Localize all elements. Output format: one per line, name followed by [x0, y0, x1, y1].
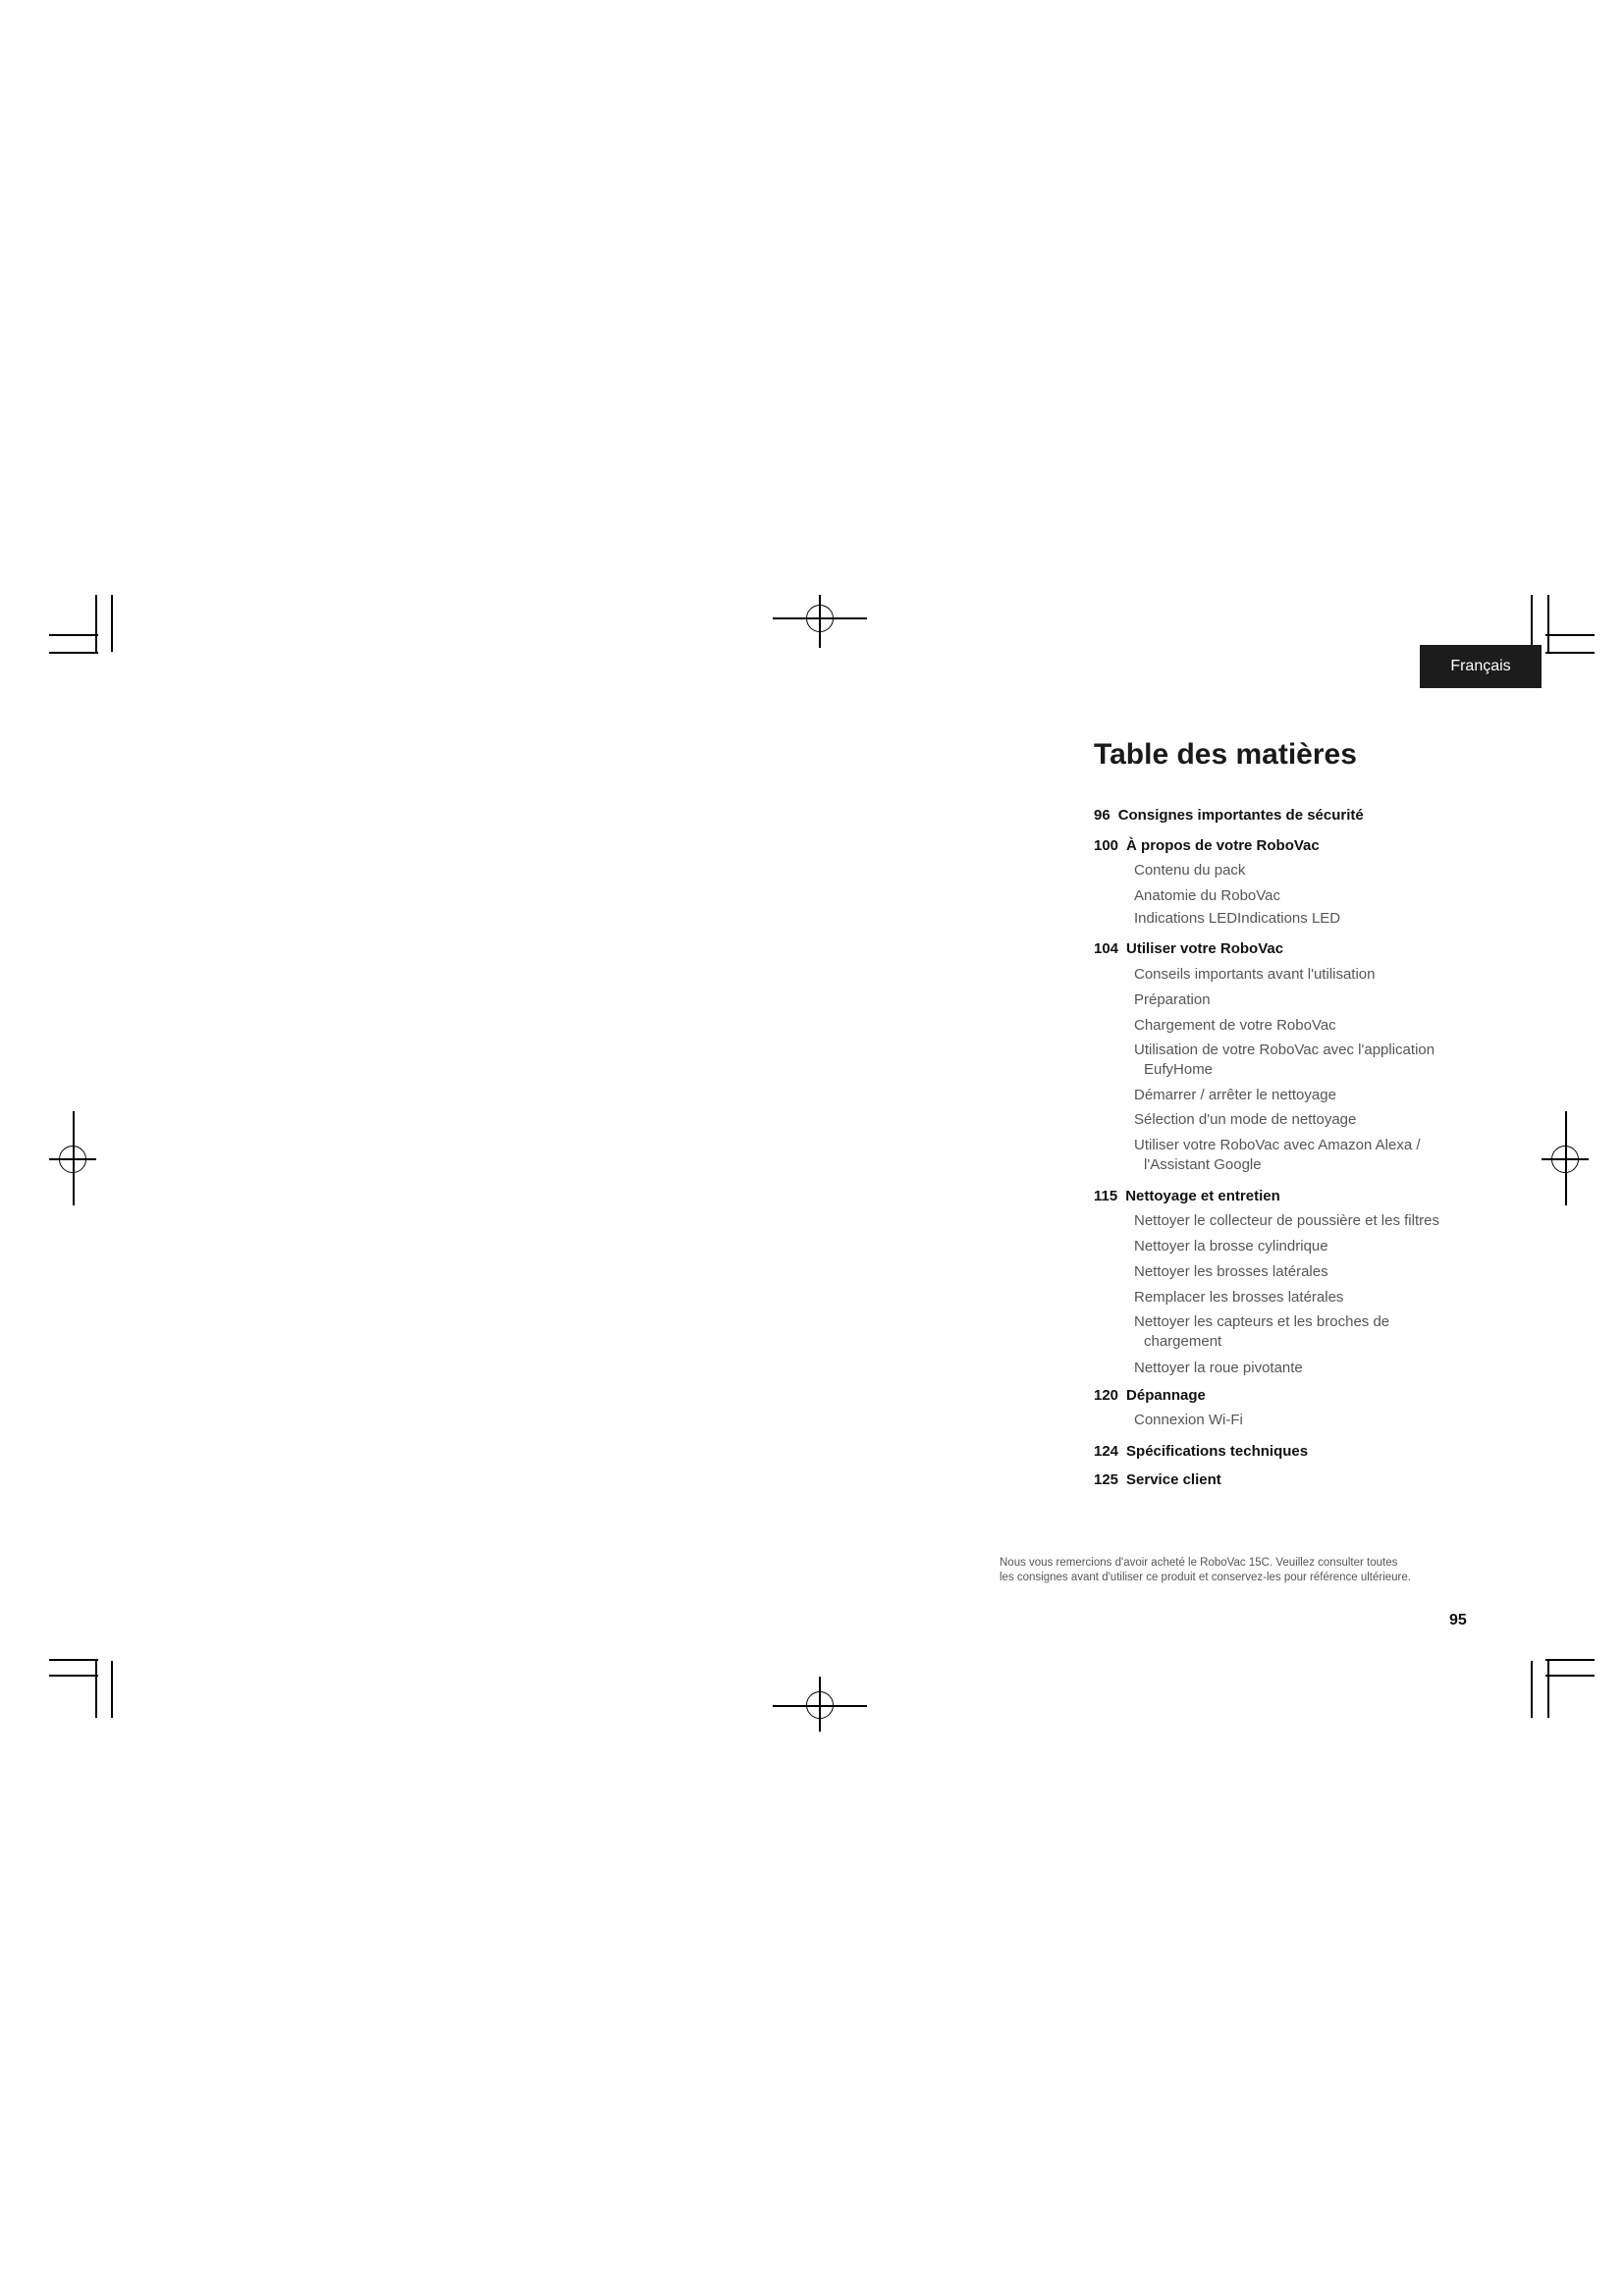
crop-mark [95, 595, 97, 652]
toc-subitem-line: EufyHome [1144, 1061, 1214, 1078]
crop-mark [111, 1661, 113, 1718]
toc-section-label: Consignes importantes de sécurité [1117, 807, 1364, 824]
toc-subitem: Démarrer / arrêter le nettoyage [1134, 1087, 1336, 1103]
toc-subitem [1134, 1136, 1421, 1175]
toc-subitem: Connexion Wi-Fi [1134, 1412, 1243, 1428]
toc-subitem: Préparation [1134, 991, 1211, 1008]
toc-subitem: Nettoyer le collecteur de poussière et les filtres [1134, 1212, 1439, 1229]
toc-section [1094, 807, 1364, 824]
toc-subitem [1134, 1312, 1389, 1352]
toc-subitem-line: Nettoyer les capteurs et les broches de [1134, 1313, 1390, 1330]
crop-mark [49, 634, 98, 636]
toc-subitem: Sélection d'un mode de nettoyage [1134, 1111, 1357, 1128]
toc-subitem-line: l'Assistant Google [1144, 1156, 1262, 1173]
toc-subitem: Nettoyer la brosse cylindrique [1134, 1238, 1328, 1255]
toc-subitem-line: Utiliser votre RoboVac avec Amazon Alexa / [1134, 1137, 1421, 1153]
toc-page-number: 125 [1094, 1471, 1119, 1488]
crop-mark [1545, 1675, 1595, 1677]
footer-note-line: les consignes avant d'utiliser ce produit et conservez-les pour référence ultérieure. [1000, 1572, 1411, 1583]
crop-mark [1531, 1661, 1533, 1718]
toc-section [1094, 837, 1320, 854]
crop-mark [1547, 1661, 1549, 1718]
toc-section [1094, 940, 1283, 957]
toc-section-label: Utiliser votre RoboVac [1126, 940, 1284, 957]
toc-page-number: 115 [1094, 1188, 1118, 1204]
toc-section [1094, 1471, 1221, 1488]
page-title: Table des matières [1094, 738, 1357, 771]
crop-mark [1545, 1659, 1595, 1661]
toc-section-label: Service client [1126, 1471, 1221, 1488]
crop-mark [95, 1661, 97, 1718]
toc-subitem: Remplacer les brosses latérales [1134, 1289, 1344, 1306]
toc-subitem-line: chargement [1144, 1333, 1222, 1350]
toc-subitem [1134, 1041, 1435, 1080]
toc-section [1094, 1188, 1280, 1204]
toc-section [1094, 1387, 1206, 1404]
toc-section-label: Dépannage [1126, 1387, 1206, 1404]
toc-section-label: Spécifications techniques [1126, 1443, 1309, 1460]
footer-note-line: Nous vous remercions d'avoir acheté le RoboVac 15C. Veuillez consulter toutes [1000, 1557, 1398, 1569]
crop-mark [49, 652, 98, 654]
crop-mark [1531, 595, 1533, 652]
crop-mark [49, 1675, 98, 1677]
language-tab: Français [1420, 645, 1542, 688]
toc-subitem: Chargement de votre RoboVac [1134, 1017, 1336, 1034]
toc-subitem: Contenu du pack [1134, 862, 1246, 879]
crop-mark [1545, 652, 1595, 654]
toc-subitem: Conseils importants avant l'utilisation [1134, 966, 1376, 983]
toc-section [1094, 1443, 1308, 1460]
toc-subitem-line: Utilisation de votre RoboVac avec l'application [1134, 1041, 1435, 1058]
toc-subitem: Anatomie du RoboVac [1134, 887, 1280, 904]
crop-mark [1547, 595, 1549, 652]
page-number: 95 [1449, 1612, 1467, 1629]
toc-page-number: 120 [1094, 1387, 1119, 1404]
crop-mark [1545, 634, 1595, 636]
toc-page-number: 124 [1094, 1443, 1119, 1460]
toc-page-number: 100 [1094, 837, 1119, 854]
crop-mark [111, 595, 113, 652]
toc-section-label: Nettoyage et entretien [1125, 1188, 1280, 1204]
crop-mark [49, 1659, 98, 1661]
toc-subitem: Nettoyer les brosses latérales [1134, 1263, 1328, 1280]
footer-note [1000, 1556, 1490, 1585]
toc-subitem: Nettoyer la roue pivotante [1134, 1360, 1303, 1376]
toc-section-label: À propos de votre RoboVac [1126, 837, 1320, 854]
toc-subitem: Indications LEDIndications LED [1134, 910, 1341, 927]
toc-page-number: 96 [1094, 807, 1110, 824]
toc-page-number: 104 [1094, 940, 1119, 957]
